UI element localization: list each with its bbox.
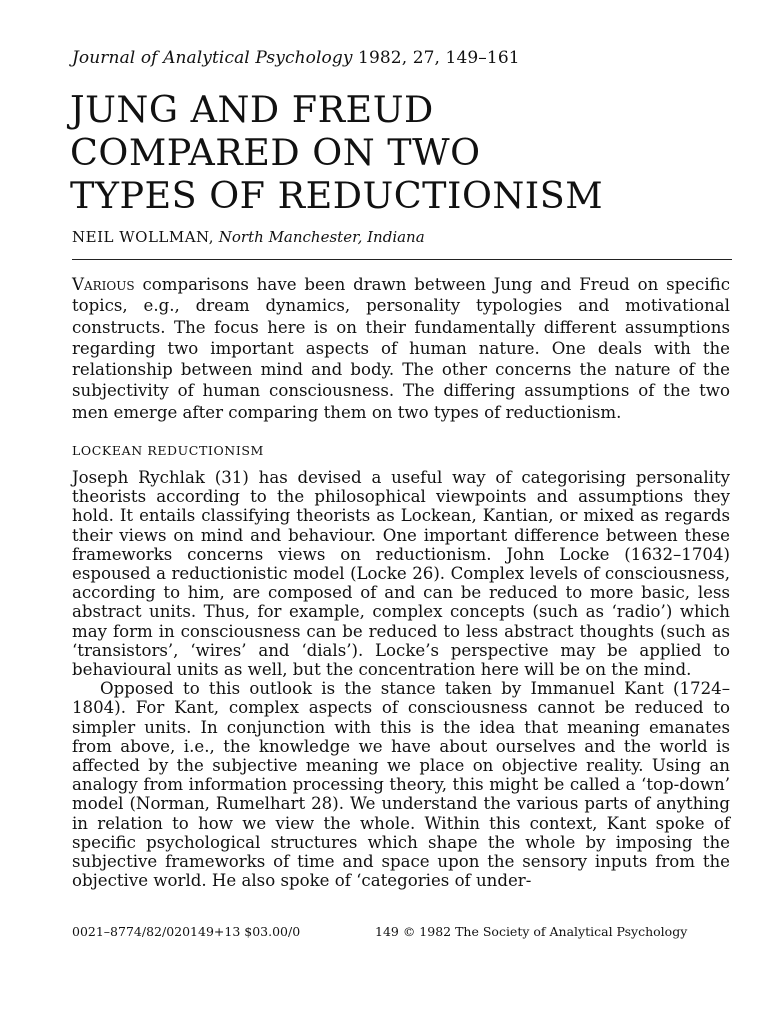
journal-volume-pages: 1982, 27, 149–161: [358, 48, 520, 68]
abstract-lead-word: Various: [72, 275, 135, 294]
author-location: North Manchester, Indiana: [218, 228, 425, 246]
abstract-text: comparisons have been drawn between Jung and Freud on specific topics, e.g., dream dynamics, personality typologies and motivational constructs. The focus here is on their fundamentally different assumptions regarding two important aspects of human nature. One deals with the relationship between mind and body. The other concerns the nature of the subjectivity of human consciousness. The differing assumptions of the two men emerge after comparing them on two types of reductionism.: [72, 275, 730, 422]
article-code: 0021–8774/82/020149+13 $03.00/0: [72, 924, 301, 939]
journal-citation: [72, 48, 520, 68]
title-line-3: TYPES OF REDUCTIONISM: [70, 174, 604, 217]
author-name: NEIL WOLLMAN,: [72, 228, 214, 246]
section-heading: LOCKEAN REDUCTIONISM: [72, 443, 264, 458]
abstract: [72, 274, 730, 423]
journal-name: Journal of Analytical Psychology: [72, 48, 353, 68]
title-line-2: COMPARED ON TWO: [70, 131, 481, 174]
body-text: [72, 468, 730, 890]
page-number-copyright: 149 © 1982 The Society of Analytical Psychology: [375, 924, 688, 939]
title-line-1: JUNG AND FREUD: [70, 88, 434, 131]
author-byline: [72, 228, 425, 246]
article-title: [70, 88, 603, 217]
paragraph-2: Opposed to this outlook is the stance taken by Immanuel Kant (1724–1804). For Kant, complex aspects of consciousness cannot be reduced to simpler units. In conjunction with this is the idea that meaning emanates from above, i.e., the knowledge we have about ourselves and the world is affected by the subjective meaning we place on objective reality. Using an analogy from information processing theory, this might be called a ‘top-down’ model (Norman, Rumelhart 28). We understand the various parts of anything in relation to how we view the whole. Within this context, Kant spoke of specific psychological structures which shape the whole by imposing the subjective frameworks of time and space upon the sensory inputs from the objective world. He also spoke of ‘categories of under-: [72, 679, 730, 891]
title-divider: [72, 259, 732, 260]
paragraph-1: Joseph Rychlak (31) has devised a useful way of categorising personality theorists according to the philosophical viewpoints and assumptions they hold. It entails classifying theorists as Lockean, Kantian, or mixed as regards their views on mind and behaviour. One important difference between these frameworks concerns views on reductionism. John Locke (1632–1704) espoused a reductionistic model (Locke 26). Complex levels of consciousness, according to him, are composed of and can be reduced to more basic, less abstract units. Thus, for example, complex concepts (such as ‘radio’) which may form in consciousness can be reduced to less abstract thoughts (such as ‘transistors’, ‘wires’ and ‘dials’). Locke’s perspective may be applied to behavioural units as well, but the concentration here will be on the mind.: [72, 468, 730, 680]
